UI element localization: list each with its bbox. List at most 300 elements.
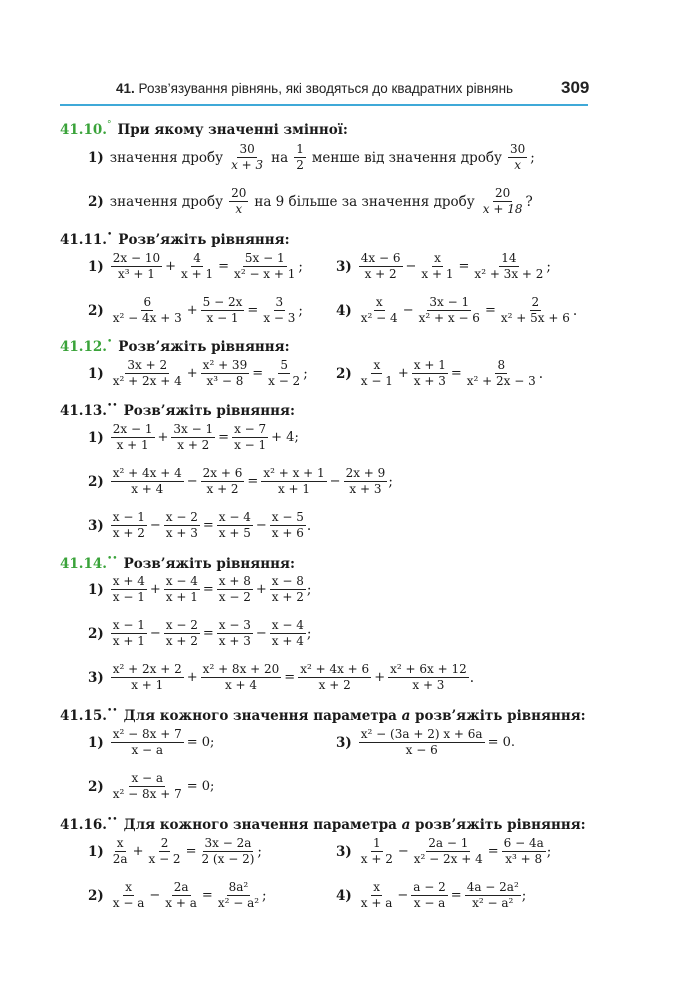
fraction: [359, 252, 403, 281]
fraction: [411, 881, 447, 910]
numerator: x − 3: [217, 619, 253, 634]
difficulty-mark: ••: [106, 401, 118, 411]
item-number: 1): [88, 149, 104, 166]
denominator: x + 2: [177, 438, 210, 453]
numerator: 6 − 4a: [502, 837, 546, 852]
fraction: [270, 619, 306, 648]
item-number: 2): [88, 302, 104, 319]
item-number: 2): [336, 365, 352, 382]
equation: [336, 252, 551, 281]
equals-sign: =: [202, 626, 214, 642]
numerator: 5 − 2x: [201, 296, 245, 311]
numerator: x − 4: [164, 575, 200, 590]
denominator: x² − a²: [217, 896, 260, 911]
denominator: x² + 2x + 4: [112, 374, 182, 389]
punctuation: ;: [546, 258, 551, 275]
item-text: на: [271, 149, 289, 166]
equation: [88, 728, 216, 757]
operator: −: [397, 888, 409, 904]
numerator: x + 1: [412, 359, 448, 374]
fraction: [111, 728, 184, 757]
fraction: [164, 619, 200, 648]
denominator: x − 1: [360, 374, 393, 389]
equation: [88, 772, 216, 801]
equation-tail: + 4;: [271, 430, 299, 446]
numerator: 4: [191, 252, 203, 267]
punctuation: .: [306, 517, 312, 534]
numerator: 8: [495, 359, 507, 374]
denominator: x² − 4x + 3: [112, 311, 182, 326]
fraction: [171, 423, 215, 452]
problem-41-10-item-1: 1) значення дробу $\frac{30}{x + 3}$ на $\frac{1}{2}$ менше від значення дробу $\frac{30}{x}$ ;: [88, 142, 535, 173]
numerator: 3x − 2a: [203, 837, 254, 852]
problem-number: 41.14.: [60, 556, 107, 572]
difficulty-mark: •: [106, 337, 113, 347]
problem-instruction: Для кожного значення параметра a розв’яжіть рівняння:: [123, 708, 586, 724]
problem-41-13-heading: [60, 403, 295, 419]
punctuation: .: [538, 365, 544, 382]
fraction: [111, 296, 184, 325]
item-number: 2): [88, 473, 104, 490]
fraction: [298, 663, 371, 692]
equals-sign: =: [247, 474, 259, 490]
problem-number: 41.11.: [60, 232, 107, 248]
punctuation: ;: [257, 843, 262, 860]
item-text: значення дробу: [109, 193, 224, 210]
fraction: [111, 772, 184, 801]
fraction: [261, 467, 326, 496]
punctuation: ;: [303, 365, 308, 382]
fraction: [359, 296, 400, 325]
numerator: 2x + 9: [344, 467, 388, 482]
numerator: 3x − 1: [427, 296, 471, 311]
punctuation: ;: [546, 843, 552, 860]
equals-sign: =: [201, 888, 213, 904]
equation: [336, 837, 551, 866]
denominator: x + 1: [277, 482, 311, 497]
fraction: [270, 575, 306, 604]
denominator: x + 3: [218, 634, 251, 649]
fraction: [359, 728, 485, 757]
equation: [88, 881, 267, 910]
item-number: 3): [88, 517, 104, 534]
item-number: 4): [336, 887, 352, 904]
operator: −: [149, 518, 161, 534]
item-number: 4): [336, 302, 352, 319]
numerator: 3x + 2: [125, 359, 169, 374]
fraction: [502, 837, 546, 866]
numerator: x: [123, 881, 134, 896]
numerator: 4x − 6: [359, 252, 403, 267]
operator: +: [149, 582, 161, 598]
operator: −: [255, 626, 267, 642]
punctuation: ;: [521, 887, 527, 904]
fraction: [217, 575, 253, 604]
denominator: x² + x − 6: [418, 311, 480, 326]
denominator: x + 3: [165, 526, 198, 541]
denominator: x − a: [112, 896, 145, 911]
equation: [336, 881, 526, 910]
denominator: x + 4: [271, 634, 304, 649]
section-number: 41.: [116, 81, 135, 96]
fraction: [111, 881, 147, 910]
fraction: [199, 837, 256, 866]
fraction: [359, 881, 395, 910]
denominator: x + 3: [413, 374, 446, 389]
equals-sign: =: [484, 303, 496, 319]
numerator: x − 4: [217, 511, 253, 526]
problem-41-11-heading: [60, 232, 290, 248]
denominator: x − 1: [112, 590, 145, 605]
numerator: 4a − 2a²: [465, 881, 521, 896]
numerator: 2a: [172, 881, 191, 896]
denominator: x + a: [165, 896, 197, 911]
operator: +: [157, 430, 169, 446]
numerator: 1: [371, 837, 383, 852]
denominator: x + 1: [165, 590, 198, 605]
numerator: x − 5: [270, 511, 306, 526]
numerator: a − 2: [411, 881, 447, 896]
item-number: 3): [336, 258, 352, 275]
operator: −: [186, 474, 198, 490]
denominator: x + 2: [206, 482, 239, 497]
numerator: 5: [278, 359, 290, 374]
equation: [336, 296, 577, 325]
numerator: x − 7: [232, 423, 268, 438]
fraction: [111, 359, 184, 388]
fraction: [270, 511, 306, 540]
fraction: [201, 663, 282, 692]
numerator: 2a − 1: [426, 837, 470, 852]
fraction: [359, 837, 395, 866]
numerator: x² − (3a + 2) x + 6a: [359, 728, 485, 743]
equation-tail: = 0;: [186, 779, 215, 795]
item-number: 2): [88, 887, 104, 904]
problem-41-10-heading: [60, 122, 348, 138]
item-text: на 9 більше за значення дробу: [254, 193, 475, 210]
denominator: x³ − 8: [206, 374, 244, 389]
numerator: x: [371, 359, 382, 374]
denominator: x² − a²: [472, 896, 514, 911]
equals-sign: =: [284, 670, 296, 686]
numerator: x: [115, 837, 126, 852]
denominator: x − 1: [234, 438, 267, 453]
operator: −: [402, 303, 414, 319]
denominator: x − a: [131, 743, 164, 758]
equals-sign: =: [218, 259, 230, 275]
numerator: 8a²: [227, 881, 251, 896]
denominator: x² − 2x + 4: [413, 852, 483, 867]
numerator: x² + 2x + 2: [111, 663, 184, 678]
denominator: x + 1: [421, 267, 454, 282]
numerator: 3x − 1: [171, 423, 215, 438]
difficulty-mark: •: [106, 230, 113, 240]
operator: −: [405, 259, 417, 275]
numerator: x² + 39: [201, 359, 250, 374]
denominator: x − 2: [148, 852, 181, 867]
item-number: 3): [88, 669, 104, 686]
denominator: x − 6: [405, 743, 438, 758]
equation: [88, 619, 311, 648]
numerator: x − 8: [270, 575, 306, 590]
denominator: x + 2: [112, 526, 145, 541]
equation: [336, 728, 517, 757]
equals-sign: =: [202, 518, 214, 534]
problem-instruction: Розв’яжіть рівняння:: [123, 403, 295, 419]
problem-number: 41.15.: [60, 708, 107, 724]
operator: −: [255, 518, 267, 534]
numerator: x + 8: [217, 575, 253, 590]
problem-instruction: Розв’яжіть рівняння:: [118, 232, 290, 248]
numerator: x − a: [129, 772, 165, 787]
fraction: [216, 881, 261, 910]
item-text: менше від значення дробу: [311, 149, 502, 166]
problem-instruction: Розв’яжіть рівняння:: [123, 556, 295, 572]
numerator: x² + 4x + 4: [111, 467, 184, 482]
denominator: x − 3: [263, 311, 296, 326]
fraction: [164, 575, 200, 604]
equals-sign: =: [450, 366, 462, 382]
fraction: [201, 467, 245, 496]
equals-sign: =: [218, 430, 230, 446]
problem-instruction: При якому значенні змінної:: [117, 122, 348, 138]
fraction: [499, 296, 572, 325]
denominator: x + 1: [181, 267, 214, 282]
denominator: x + a: [360, 896, 393, 911]
denominator: x + 6: [271, 526, 304, 541]
denominator: x² + 3x + 2: [474, 267, 544, 282]
equals-sign: =: [252, 366, 264, 382]
numerator: x − 1: [111, 511, 147, 526]
fraction: [111, 467, 184, 496]
denominator: 2a: [112, 852, 128, 867]
fraction: [201, 296, 245, 325]
fraction: [344, 467, 388, 496]
denominator: x² − 8x + 7: [112, 787, 182, 802]
equals-sign: =: [458, 259, 470, 275]
denominator: x² − x + 1: [234, 267, 296, 282]
item-number: 2): [88, 625, 104, 642]
denominator: x + 2: [318, 678, 351, 693]
equation: [336, 359, 543, 388]
denominator: x + 3: [412, 678, 445, 693]
denominator: x − 2: [218, 590, 251, 605]
fraction: [412, 359, 448, 388]
fraction: [465, 881, 521, 910]
fraction: [232, 252, 297, 281]
operator: +: [255, 582, 267, 598]
numerator: x − 2: [164, 619, 200, 634]
numerator: x² + 4x + 6: [298, 663, 371, 678]
denominator: x + 3: [349, 482, 382, 497]
equation: [88, 663, 474, 692]
equation: [88, 296, 303, 325]
equation: [88, 359, 308, 388]
problem-41-10-item-2: 2) значення дробу $\frac{20}{x}$ на 9 більше за значення дробу $\frac{20}{x + 18}$ ?: [88, 186, 533, 217]
punctuation: ;: [298, 258, 303, 275]
denominator: x + 4: [224, 678, 258, 693]
running-header: [116, 81, 513, 96]
numerator: x: [432, 252, 443, 267]
fraction: [111, 837, 130, 866]
fraction: $\frac{30}{x + 3}$: [231, 142, 264, 173]
numerator: 2: [530, 296, 542, 311]
numerator: x: [374, 296, 385, 311]
operator: +: [374, 670, 386, 686]
equation: [88, 837, 262, 866]
fraction: [111, 575, 147, 604]
operator: −: [329, 474, 341, 490]
numerator: x² + 8x + 20: [201, 663, 282, 678]
fraction: [163, 881, 199, 910]
header-rule: [60, 104, 588, 106]
operator: −: [149, 888, 161, 904]
equation: [88, 252, 303, 281]
item-number: 3): [336, 734, 352, 751]
numerator: 2x − 1: [111, 423, 155, 438]
page-number: 309: [561, 78, 590, 97]
fraction: $\frac{20}{x}$: [231, 186, 247, 217]
fraction: [179, 252, 215, 281]
equation-tail: = 0;: [186, 735, 215, 751]
denominator: x² + 5x + 6: [500, 311, 570, 326]
denominator: x² + 2x − 3: [466, 374, 536, 389]
equals-sign: =: [247, 303, 259, 319]
problem-41-16-heading: [60, 817, 586, 833]
item-number: 3): [336, 843, 352, 860]
denominator: x + 5: [218, 526, 251, 541]
fraction: [201, 359, 250, 388]
numerator: x² + 6x + 12: [388, 663, 469, 678]
denominator: x + 4: [131, 482, 164, 497]
punctuation: ;: [306, 581, 312, 598]
numerator: x − 2: [164, 511, 200, 526]
punctuation: ;: [388, 473, 393, 490]
fraction: [261, 296, 297, 325]
fraction: [232, 423, 268, 452]
item-number: 1): [88, 258, 104, 275]
operator: +: [132, 844, 144, 860]
difficulty-mark: ••: [106, 554, 118, 564]
problem-number: 41.16.: [60, 817, 107, 833]
punctuation: .: [469, 669, 475, 686]
fraction: $\frac{1}{2}$: [296, 142, 304, 173]
numerator: x² + x + 1: [261, 467, 326, 482]
fraction: $\frac{30}{x}$: [509, 142, 526, 173]
problem-number: 41.13.: [60, 403, 107, 419]
item-number: 1): [88, 581, 104, 598]
operator: −: [397, 844, 409, 860]
difficulty-mark: °: [106, 120, 112, 130]
denominator: x + 1: [112, 634, 145, 649]
operator: +: [397, 366, 409, 382]
problem-41-14-heading: [60, 556, 295, 572]
fraction: [111, 511, 147, 540]
fraction: [111, 423, 155, 452]
item-number: 1): [88, 365, 104, 382]
problem-41-12-heading: [60, 339, 290, 355]
item-number: 1): [88, 843, 104, 860]
fraction: [266, 359, 302, 388]
numerator: 2: [159, 837, 171, 852]
fraction: [417, 296, 482, 325]
numerator: 2x − 10: [111, 252, 162, 267]
operator: −: [149, 626, 161, 642]
equation: [88, 467, 393, 496]
denominator: x + 2: [364, 267, 397, 282]
equals-sign: =: [487, 844, 499, 860]
fraction: $\frac{20}{x + 18}$: [482, 186, 523, 217]
fraction: [111, 663, 184, 692]
denominator: x + 1: [131, 678, 164, 693]
denominator: x³ + 1: [118, 267, 155, 282]
denominator: x² − 4: [360, 311, 398, 326]
fraction: [111, 252, 162, 281]
item-number: 2): [88, 193, 104, 210]
fraction: [217, 511, 253, 540]
problem-number: 41.12.: [60, 339, 107, 355]
numerator: x + 4: [111, 575, 147, 590]
numerator: x² − 8x + 7: [111, 728, 184, 743]
denominator: x − 2: [268, 374, 301, 389]
denominator: x − 1: [206, 311, 239, 326]
numerator: x: [371, 881, 382, 896]
operator: +: [186, 366, 198, 382]
denominator: x + 1: [116, 438, 149, 453]
equals-sign: =: [185, 844, 197, 860]
denominator: x + 2: [271, 590, 304, 605]
equation: [88, 423, 301, 452]
problem-number: 41.10.: [60, 122, 107, 138]
difficulty-mark: ••: [106, 706, 118, 716]
item-number: 1): [88, 734, 104, 751]
numerator: x − 4: [270, 619, 306, 634]
numerator: 5x − 1: [243, 252, 287, 267]
operator: +: [165, 259, 177, 275]
equation: [88, 575, 311, 604]
punctuation: ;: [306, 625, 312, 642]
denominator: x + 2: [165, 634, 198, 649]
fraction: [217, 619, 253, 648]
equals-sign: =: [202, 582, 214, 598]
problem-instruction: Для кожного значення параметра a розв’яжіть рівняння:: [123, 817, 586, 833]
fraction: [146, 837, 182, 866]
section-title: Розв’язування рівнянь, які зводяться до квадратних рівнянь: [138, 81, 514, 96]
equals-sign: =: [450, 888, 462, 904]
numerator: x − 1: [111, 619, 147, 634]
problem-41-15-heading: [60, 708, 586, 724]
fraction: [412, 837, 485, 866]
numerator: 6: [141, 296, 153, 311]
operator: +: [186, 303, 198, 319]
denominator: x − a: [413, 896, 446, 911]
fraction: [359, 359, 395, 388]
fraction: [111, 619, 147, 648]
punctuation: ;: [262, 887, 267, 904]
fraction: [465, 359, 538, 388]
denominator: x + 2: [360, 852, 393, 867]
denominator: 2 (x − 2): [201, 852, 255, 867]
item-text: значення дробу: [109, 149, 224, 166]
fraction: [419, 252, 455, 281]
operator: +: [186, 670, 198, 686]
equation-tail: = 0.: [487, 735, 516, 751]
item-number: 2): [88, 778, 104, 795]
fraction: [472, 252, 545, 281]
punctuation: ;: [298, 302, 303, 319]
problem-instruction: Розв’яжіть рівняння:: [118, 339, 290, 355]
numerator: 3: [274, 296, 286, 311]
